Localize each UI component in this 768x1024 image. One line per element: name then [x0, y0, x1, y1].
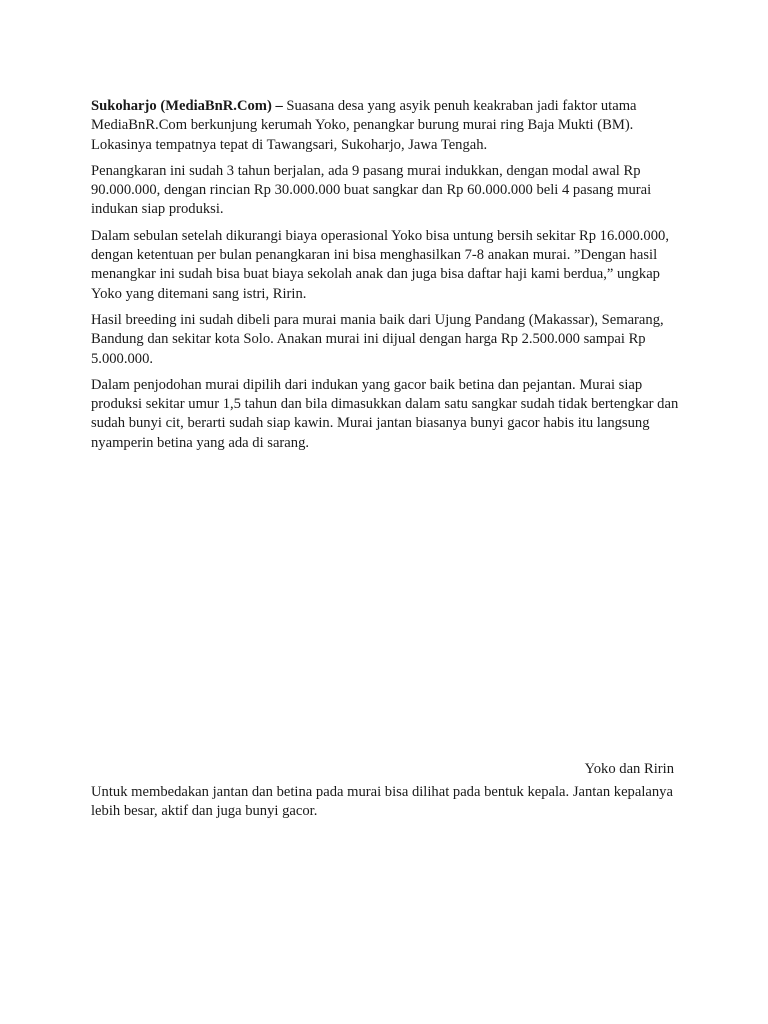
- paragraph-buyers: Hasil breeding ini sudah dibeli para murai mania baik dari Ujung Pandang (Makassar), Semarang, Bandung dan sekitar kota Solo. Anakan murai ini dijual dengan harga Rp 2.500.000 sampai Rp 5.000.000.: [91, 311, 664, 367]
- article-body: [91, 97, 691, 460]
- paragraph-intro-text: Suasana desa yang asyik penuh keakraban jadi faktor utama MediaBnR.Com berkunjung kerumah Yoko, penangkar burung murai ring Baja Mukti (BM). Lokasinya tempatnya tepat di Tawangsari, Sukoharjo, Jawa Tengah.: [91, 98, 637, 153]
- dateline: Sukoharjo (MediaBnR.Com) –: [91, 98, 283, 114]
- paragraph-gender: Untuk membedakan jantan dan betina pada murai bisa dilihat pada bentuk kepala. Jantan kepalanya lebih besar, aktif dan juga bunyi gacor.: [91, 784, 673, 820]
- paragraph-breeding: Dalam penjodohan murai dipilih dari indukan yang gacor baik betina dan pejantan. Murai siap produksi sekitar umur 1,5 tahun dan bila dimasukkan dalam satu sangkar sudah tidak bertengkar dan sudah bunyi cit, berarti sudah siap kawin. Murai jantan biasanya bunyi gacor habis itu langsung nyamperin betina yang ada di sarang.: [91, 376, 679, 451]
- photo-placeholder: [91, 440, 681, 750]
- article-body-continued: [91, 783, 691, 829]
- photo-caption: Yoko dan Ririn: [584, 761, 674, 777]
- paragraph-profit: Dalam sebulan setelah dikurangi biaya operasional Yoko bisa untung bersih sekitar Rp 16.000.000, dengan ketentuan per bulan penangkaran ini bisa menghasilkan 7-8 anakan murai. ”Dengan hasil menangkar ini sudah bisa buat biaya sekolah anak dan juga bisa daftar haji kami berdua,” ungkap Yoko yang ditemani sang istri, Ririn.: [91, 227, 669, 302]
- paragraph-capital: Penangkaran ini sudah 3 tahun berjalan, ada 9 pasang murai indukkan, dengan modal awal Rp 90.000.000, dengan rincian Rp 30.000.000 buat sangkar dan Rp 60.000.000 beli 4 pasang murai indukan siap produksi.: [91, 162, 652, 218]
- paragraph-intro: [91, 97, 691, 155]
